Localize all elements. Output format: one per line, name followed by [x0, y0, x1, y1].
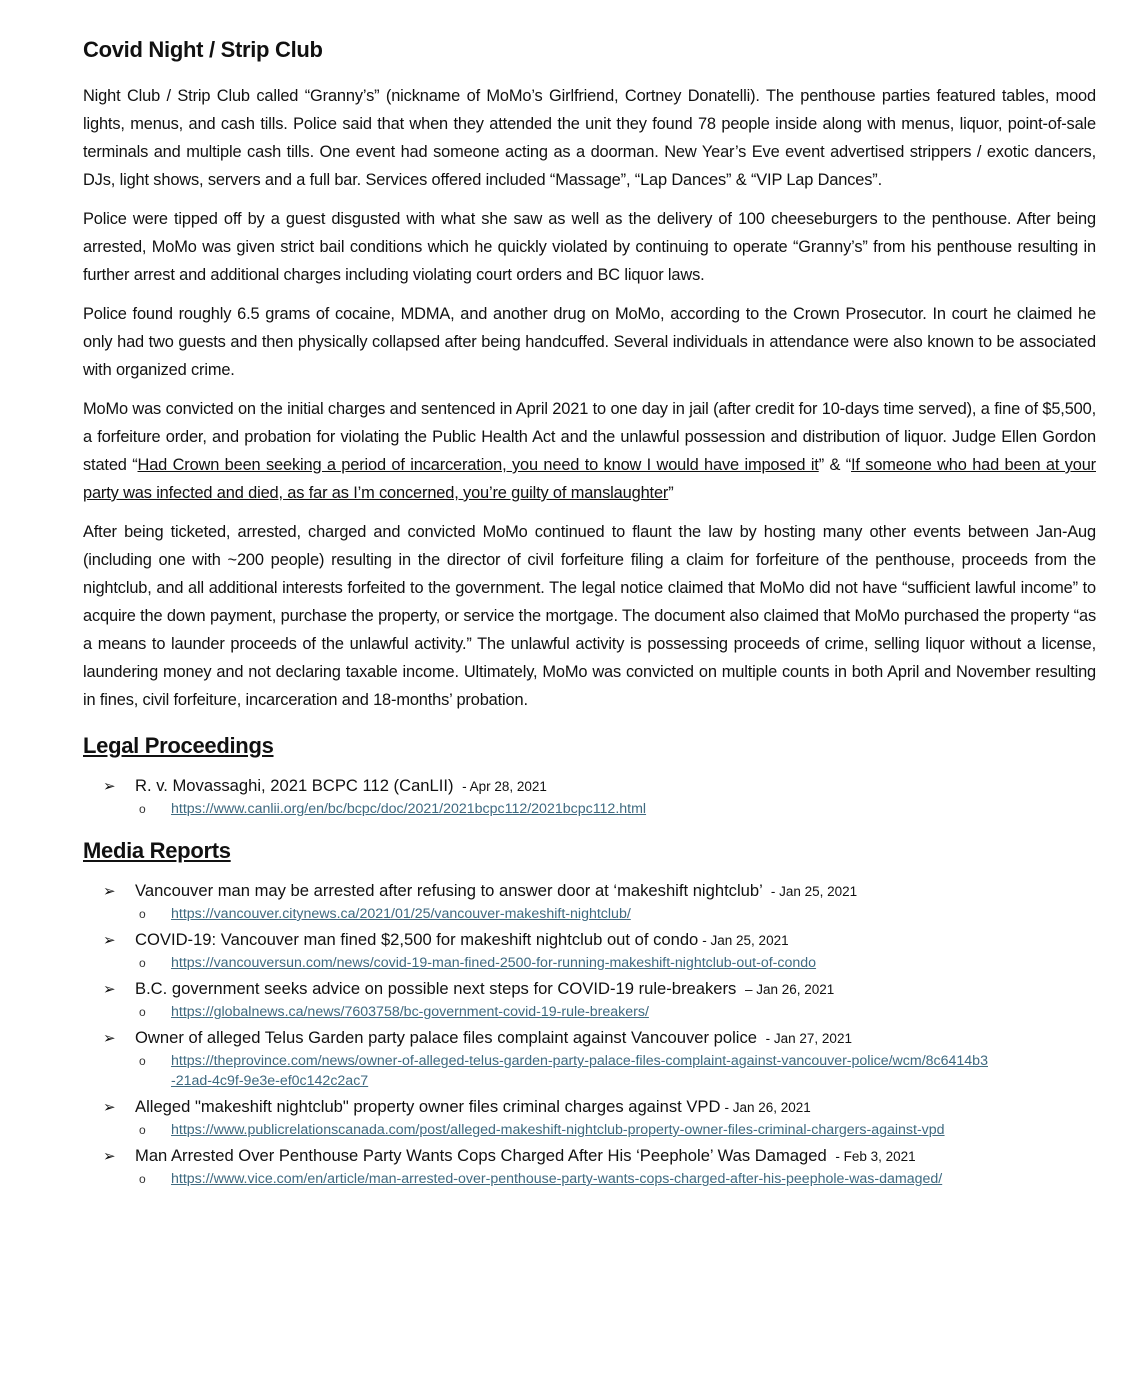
legal-proceedings-heading: Legal Proceedings	[83, 733, 274, 758]
list-item	[103, 928, 1096, 973]
paragraph-granny: Night Club / Strip Club called “Granny’s” (nickname of MoMo’s Girlfriend, Cortney Donatelli). The penthouse parties featured tables, mood lights, menus, and cash tills. Police said that when they attended the unit they found 78 people inside along with menus, liquor, point-of-sale terminals and multiple cash tills. One event had someone acting as a doorman. New Year’s Eve event advertised strippers / exotic dancers, DJs, light shows, servers and a full bar. Services offered included “Massage”, “Lap Dances” & “VIP Lap Dances”.	[83, 87, 1096, 189]
arrow-bullet-icon: ➢	[103, 1148, 116, 1165]
quote-separator: ” & “	[818, 456, 852, 474]
entry-title: B.C. government seeks advice on possible next steps for COVID-19 rule-breakers	[135, 979, 737, 998]
legal-proceedings-section	[83, 732, 1096, 819]
entry-title: Owner of alleged Telus Garden party palace files complaint against Vancouver police	[135, 1028, 758, 1047]
circle-bullet-icon: o	[139, 1123, 146, 1137]
legal-proceedings-list	[83, 774, 1096, 819]
circle-bullet-icon: o	[139, 1005, 146, 1019]
circle-bullet-icon: o	[139, 956, 146, 970]
entry-date: - Feb 3, 2021	[835, 1149, 916, 1164]
list-item	[103, 879, 1096, 924]
arrow-bullet-icon: ➢	[103, 1099, 116, 1116]
list-item	[103, 774, 1096, 819]
arrow-bullet-icon: ➢	[103, 981, 116, 998]
entry-date: - Jan 25, 2021	[702, 933, 789, 948]
entry-title: Man Arrested Over Penthouse Party Wants Cops Charged After His ‘Peephole’ Was Damaged	[135, 1146, 827, 1165]
source-link[interactable]: https://vancouver.citynews.ca/2021/01/25/vancouver-makeshift-nightclub/	[171, 906, 631, 922]
judge-quote-1: Had Crown been seeking a period of incarceration, you need to know I would have imposed it	[137, 456, 819, 474]
list-item	[103, 1144, 1096, 1189]
entry-date: - Jan 25, 2021	[770, 884, 858, 899]
entry-title: COVID-19: Vancouver man fined $2,500 for makeshift nightclub out of condo	[135, 930, 699, 949]
media-reports-section	[83, 837, 1096, 1189]
entry-date: – Jan 26, 2021	[744, 982, 835, 997]
judge-quote-2: If someone who had been at your party was infected and died, as far as I’m concerned, you’re guilty of manslaughter	[83, 456, 1096, 502]
entry-date: - Apr 28, 2021	[462, 779, 547, 794]
source-link[interactable]: https://globalnews.ca/news/7603758/bc-government-covid-19-rule-breakers/	[171, 1004, 649, 1020]
circle-bullet-icon: o	[139, 802, 146, 816]
media-reports-heading: Media Reports	[83, 838, 231, 863]
circle-bullet-icon: o	[139, 1054, 146, 1068]
quote-end: ”	[668, 484, 674, 502]
list-item	[103, 1095, 1096, 1140]
arrow-bullet-icon: ➢	[103, 1030, 116, 1047]
list-item	[103, 977, 1096, 1022]
list-item	[103, 1026, 1096, 1091]
paragraph-drugs: Police found roughly 6.5 grams of cocaine, MDMA, and another drug on MoMo, according to the Crown Prosecutor. In court he claimed he only had two guests and then physically collapsed after being handcuffed. Several individuals in attendance were also known to be associated with organized crime.	[83, 305, 1096, 379]
entry-date: - Jan 26, 2021	[724, 1100, 811, 1115]
conviction-intro: MoMo was convicted on the initial charges and sentenced in April 2021 to one day in jail (after credit for 10-days time served), a fine of $5,500, a forfeiture order, and probation for violating the Public Health Act and the unlawful possession and distribution of liquor. Judge Ellen Gordon stated “	[83, 400, 1096, 474]
arrow-bullet-icon: ➢	[103, 883, 116, 900]
entry-title: Alleged "makeshift nightclub" property owner files criminal charges against VPD	[135, 1097, 721, 1116]
entry-title: Vancouver man may be arrested after refusing to answer door at ‘makeshift nightclub’	[135, 881, 763, 900]
arrow-bullet-icon: ➢	[103, 778, 116, 795]
source-link[interactable]: https://vancouversun.com/news/covid-19-man-fined-2500-for-running-makeshift-nightclub-out-of-condo	[171, 955, 817, 971]
source-link[interactable]: https://www.publicrelationscanada.com/post/alleged-makeshift-nightclub-property-owner-files-criminal-chargers-against-vpd	[171, 1122, 945, 1138]
circle-bullet-icon: o	[139, 907, 146, 921]
source-link[interactable]: https://www.canlii.org/en/bc/bcpc/doc/2021/2021bcpc112/2021bcpc112.html	[171, 801, 647, 817]
media-reports-list	[83, 879, 1096, 1189]
entry-date: - Jan 27, 2021	[765, 1031, 852, 1046]
entry-title: R. v. Movassaghi, 2021 BCPC 112 (CanLII)	[135, 776, 454, 795]
source-link[interactable]: https://www.vice.com/en/article/man-arrested-over-penthouse-party-wants-cops-charged-after-his-peephole-was-damaged/	[171, 1171, 943, 1187]
arrow-bullet-icon: ➢	[103, 932, 116, 949]
paragraph-forfeiture: After being ticketed, arrested, charged and convicted MoMo continued to flaunt the law by hosting many other events between Jan-Aug (including one with ~200 people) resulting in the director of civil forfeiture filing a claim for forfeiture of the penthouse, proceeds from the nightclub, and all additional interests forfeited to the government. The legal notice claimed that MoMo did not have “sufficient lawful income” to acquire the down payment, purchase the property, or service the mortgage. The document also claimed that MoMo purchased the property “as a means to launder proceeds of the unlawful activity.” The unlawful activity is possessing proceeds of crime, selling liquor without a license, laundering money and not declaring taxable income. Ultimately, MoMo was convicted on multiple counts in both April and November resulting in fines, civil forfeiture, incarceration and 18-months’ probation.	[83, 523, 1096, 709]
circle-bullet-icon: o	[139, 1172, 146, 1186]
source-link[interactable]: https://theprovince.com/news/owner-of-alleged-telus-garden-party-palace-files-complaint-against-vancouver-police/wcm/8c6414b3-21ad-4c9f-9e3e-ef0c142c2ac7	[171, 1053, 988, 1089]
paragraph-conviction	[83, 395, 1096, 507]
paragraph-tipoff: Police were tipped off by a guest disgusted with what she saw as well as the delivery of 100 cheeseburgers to the penthouse. After being arrested, MoMo was given strict bail conditions which he quickly violated by continuing to operate “Granny’s” from his penthouse resulting in further arrest and additional charges including violating court orders and BC liquor laws.	[83, 210, 1096, 284]
document-title: Covid Night / Strip Club	[83, 37, 323, 62]
